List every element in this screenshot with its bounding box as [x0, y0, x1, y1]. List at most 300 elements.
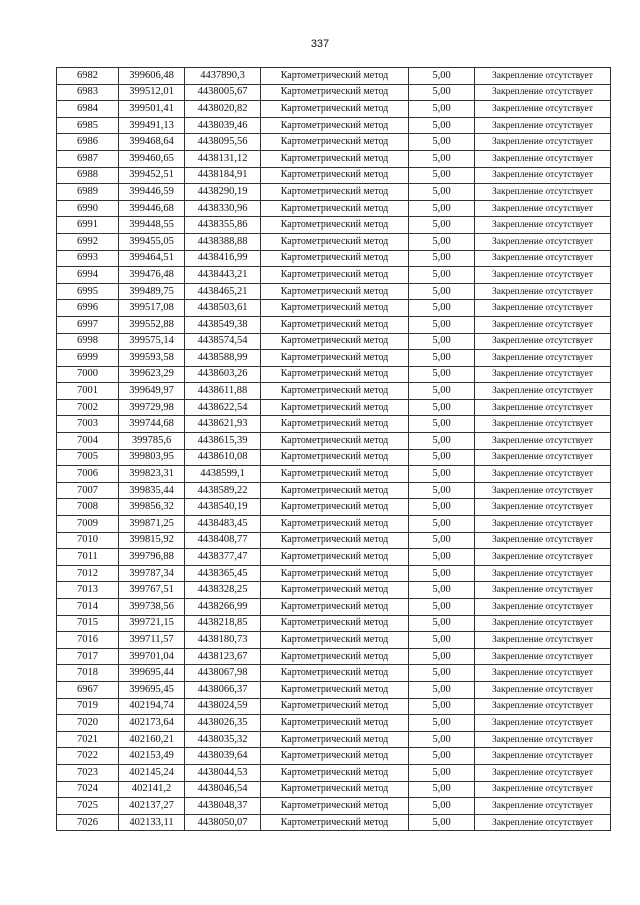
- method-cell: Картометрический метод: [261, 748, 409, 765]
- accuracy-cell: 5,00: [409, 267, 475, 284]
- table-row: [57, 117, 611, 134]
- accuracy-cell: 5,00: [409, 399, 475, 416]
- method-cell: Картометрический метод: [261, 150, 409, 167]
- y-coordinate-cell: 4438067,98: [185, 665, 261, 682]
- point-number-cell: 6989: [57, 184, 119, 201]
- accuracy-cell: 5,00: [409, 599, 475, 616]
- point-number-cell: 6997: [57, 316, 119, 333]
- table-row: [57, 300, 611, 317]
- method-cell: Картометрический метод: [261, 648, 409, 665]
- method-cell: Картометрический метод: [261, 283, 409, 300]
- point-number-cell: 6988: [57, 167, 119, 184]
- y-coordinate-cell: 4438365,45: [185, 565, 261, 582]
- point-number-cell: 7024: [57, 781, 119, 798]
- table-body: [57, 68, 611, 831]
- point-number-cell: 7021: [57, 731, 119, 748]
- accuracy-cell: 5,00: [409, 117, 475, 134]
- point-number-cell: 7019: [57, 698, 119, 715]
- x-coordinate-cell: 399721,15: [119, 615, 185, 632]
- accuracy-cell: 5,00: [409, 68, 475, 85]
- fixation-cell: Закрепление отсутствует: [475, 582, 611, 599]
- table-row: [57, 233, 611, 250]
- x-coordinate-cell: 402133,11: [119, 814, 185, 831]
- fixation-cell: Закрепление отсутствует: [475, 350, 611, 367]
- fixation-cell: Закрепление отсутствует: [475, 748, 611, 765]
- x-coordinate-cell: 402194,74: [119, 698, 185, 715]
- y-coordinate-cell: 4438039,46: [185, 117, 261, 134]
- x-coordinate-cell: 399815,92: [119, 532, 185, 549]
- y-coordinate-cell: 4438615,39: [185, 433, 261, 450]
- x-coordinate-cell: 399787,34: [119, 565, 185, 582]
- table-row: [57, 814, 611, 831]
- method-cell: Картометрический метод: [261, 333, 409, 350]
- method-cell: Картометрический метод: [261, 383, 409, 400]
- x-coordinate-cell: 399823,31: [119, 466, 185, 483]
- table-row: [57, 101, 611, 118]
- y-coordinate-cell: 4438588,99: [185, 350, 261, 367]
- method-cell: Картометрический метод: [261, 217, 409, 234]
- accuracy-cell: 5,00: [409, 715, 475, 732]
- method-cell: Картометрический метод: [261, 698, 409, 715]
- accuracy-cell: 5,00: [409, 731, 475, 748]
- fixation-cell: Закрепление отсутствует: [475, 665, 611, 682]
- accuracy-cell: 5,00: [409, 532, 475, 549]
- x-coordinate-cell: 399695,44: [119, 665, 185, 682]
- fixation-cell: Закрепление отсутствует: [475, 698, 611, 715]
- point-number-cell: 7002: [57, 399, 119, 416]
- accuracy-cell: 5,00: [409, 233, 475, 250]
- fixation-cell: Закрепление отсутствует: [475, 466, 611, 483]
- method-cell: Картометрический метод: [261, 267, 409, 284]
- point-number-cell: 7009: [57, 516, 119, 533]
- accuracy-cell: 5,00: [409, 516, 475, 533]
- point-number-cell: 6999: [57, 350, 119, 367]
- fixation-cell: Закрепление отсутствует: [475, 333, 611, 350]
- table-row: [57, 333, 611, 350]
- table-row: [57, 582, 611, 599]
- accuracy-cell: 5,00: [409, 250, 475, 267]
- table-row: [57, 267, 611, 284]
- point-number-cell: 7007: [57, 482, 119, 499]
- x-coordinate-cell: 399796,88: [119, 549, 185, 566]
- table-row: [57, 217, 611, 234]
- method-cell: Картометрический метод: [261, 117, 409, 134]
- method-cell: Картометрический метод: [261, 814, 409, 831]
- method-cell: Картометрический метод: [261, 316, 409, 333]
- y-coordinate-cell: 4438039,64: [185, 748, 261, 765]
- table-row: [57, 167, 611, 184]
- accuracy-cell: 5,00: [409, 167, 475, 184]
- table-row: [57, 798, 611, 815]
- y-coordinate-cell: 4438180,73: [185, 632, 261, 649]
- accuracy-cell: 5,00: [409, 316, 475, 333]
- x-coordinate-cell: 402173,64: [119, 715, 185, 732]
- method-cell: Картометрический метод: [261, 665, 409, 682]
- x-coordinate-cell: 399512,01: [119, 84, 185, 101]
- y-coordinate-cell: 4438377,47: [185, 549, 261, 566]
- method-cell: Картометрический метод: [261, 68, 409, 85]
- method-cell: Картометрический метод: [261, 599, 409, 616]
- method-cell: Картометрический метод: [261, 582, 409, 599]
- accuracy-cell: 5,00: [409, 333, 475, 350]
- accuracy-cell: 5,00: [409, 632, 475, 649]
- method-cell: Картометрический метод: [261, 449, 409, 466]
- accuracy-cell: 5,00: [409, 648, 475, 665]
- accuracy-cell: 5,00: [409, 565, 475, 582]
- fixation-cell: Закрепление отсутствует: [475, 482, 611, 499]
- fixation-cell: Закрепление отсутствует: [475, 366, 611, 383]
- table-row: [57, 632, 611, 649]
- fixation-cell: Закрепление отсутствует: [475, 250, 611, 267]
- table-row: [57, 764, 611, 781]
- y-coordinate-cell: 4438046,54: [185, 781, 261, 798]
- x-coordinate-cell: 402153,49: [119, 748, 185, 765]
- y-coordinate-cell: 4438416,99: [185, 250, 261, 267]
- fixation-cell: Закрепление отсутствует: [475, 715, 611, 732]
- point-number-cell: 6994: [57, 267, 119, 284]
- y-coordinate-cell: 4438465,21: [185, 283, 261, 300]
- y-coordinate-cell: 4438330,96: [185, 200, 261, 217]
- y-coordinate-cell: 4438483,45: [185, 516, 261, 533]
- accuracy-cell: 5,00: [409, 798, 475, 815]
- point-number-cell: 6982: [57, 68, 119, 85]
- fixation-cell: Закрепление отсутствует: [475, 681, 611, 698]
- method-cell: Картометрический метод: [261, 350, 409, 367]
- y-coordinate-cell: 4438622,54: [185, 399, 261, 416]
- method-cell: Картометрический метод: [261, 250, 409, 267]
- accuracy-cell: 5,00: [409, 200, 475, 217]
- fixation-cell: Закрепление отсутствует: [475, 101, 611, 118]
- point-number-cell: 7006: [57, 466, 119, 483]
- fixation-cell: Закрепление отсутствует: [475, 233, 611, 250]
- method-cell: Картометрический метод: [261, 416, 409, 433]
- x-coordinate-cell: 399468,64: [119, 134, 185, 151]
- table-row: [57, 565, 611, 582]
- table-row: [57, 366, 611, 383]
- table-row: [57, 383, 611, 400]
- y-coordinate-cell: 4438050,07: [185, 814, 261, 831]
- y-coordinate-cell: 4438610,08: [185, 449, 261, 466]
- table-row: [57, 350, 611, 367]
- method-cell: Картометрический метод: [261, 715, 409, 732]
- table-row: [57, 781, 611, 798]
- table-row: [57, 648, 611, 665]
- point-number-cell: 7014: [57, 599, 119, 616]
- y-coordinate-cell: 4438095,56: [185, 134, 261, 151]
- table-row: [57, 283, 611, 300]
- y-coordinate-cell: 4438503,61: [185, 300, 261, 317]
- fixation-cell: Закрепление отсутствует: [475, 516, 611, 533]
- x-coordinate-cell: 399446,68: [119, 200, 185, 217]
- y-coordinate-cell: 4438589,22: [185, 482, 261, 499]
- accuracy-cell: 5,00: [409, 615, 475, 632]
- point-number-cell: 7017: [57, 648, 119, 665]
- table-row: [57, 698, 611, 715]
- fixation-cell: Закрепление отсутствует: [475, 814, 611, 831]
- point-number-cell: 7008: [57, 499, 119, 516]
- fixation-cell: Закрепление отсутствует: [475, 68, 611, 85]
- method-cell: Картометрический метод: [261, 731, 409, 748]
- point-number-cell: 6983: [57, 84, 119, 101]
- y-coordinate-cell: 4438549,38: [185, 316, 261, 333]
- point-number-cell: 7000: [57, 366, 119, 383]
- point-number-cell: 7004: [57, 433, 119, 450]
- point-number-cell: 6998: [57, 333, 119, 350]
- y-coordinate-cell: 4438266,99: [185, 599, 261, 616]
- fixation-cell: Закрепление отсутствует: [475, 599, 611, 616]
- y-coordinate-cell: 4438131,12: [185, 150, 261, 167]
- y-coordinate-cell: 4438408,77: [185, 532, 261, 549]
- fixation-cell: Закрепление отсутствует: [475, 648, 611, 665]
- method-cell: Картометрический метод: [261, 466, 409, 483]
- point-number-cell: 7022: [57, 748, 119, 765]
- y-coordinate-cell: 4438603,26: [185, 366, 261, 383]
- x-coordinate-cell: 399711,57: [119, 632, 185, 649]
- table-row: [57, 748, 611, 765]
- fixation-cell: Закрепление отсутствует: [475, 383, 611, 400]
- fixation-cell: Закрепление отсутствует: [475, 416, 611, 433]
- table-row: [57, 599, 611, 616]
- x-coordinate-cell: 399452,51: [119, 167, 185, 184]
- table-row: [57, 466, 611, 483]
- x-coordinate-cell: 399871,25: [119, 516, 185, 533]
- fixation-cell: Закрепление отсутствует: [475, 549, 611, 566]
- y-coordinate-cell: 4438020,82: [185, 101, 261, 118]
- point-number-cell: 6992: [57, 233, 119, 250]
- method-cell: Картометрический метод: [261, 101, 409, 118]
- x-coordinate-cell: 399575,14: [119, 333, 185, 350]
- method-cell: Картометрический метод: [261, 781, 409, 798]
- method-cell: Картометрический метод: [261, 300, 409, 317]
- point-number-cell: 7005: [57, 449, 119, 466]
- x-coordinate-cell: 399767,51: [119, 582, 185, 599]
- fixation-cell: Закрепление отсутствует: [475, 267, 611, 284]
- method-cell: Картометрический метод: [261, 399, 409, 416]
- table-row: [57, 416, 611, 433]
- accuracy-cell: 5,00: [409, 134, 475, 151]
- fixation-cell: Закрепление отсутствует: [475, 134, 611, 151]
- x-coordinate-cell: 399695,45: [119, 681, 185, 698]
- y-coordinate-cell: 4438540,19: [185, 499, 261, 516]
- accuracy-cell: 5,00: [409, 814, 475, 831]
- method-cell: Картометрический метод: [261, 681, 409, 698]
- accuracy-cell: 5,00: [409, 681, 475, 698]
- table-row: [57, 399, 611, 416]
- x-coordinate-cell: 399448,55: [119, 217, 185, 234]
- table-row: [57, 68, 611, 85]
- x-coordinate-cell: 399464,51: [119, 250, 185, 267]
- point-number-cell: 7010: [57, 532, 119, 549]
- accuracy-cell: 5,00: [409, 217, 475, 234]
- method-cell: Картометрический метод: [261, 632, 409, 649]
- accuracy-cell: 5,00: [409, 383, 475, 400]
- method-cell: Картометрический метод: [261, 134, 409, 151]
- point-number-cell: 6986: [57, 134, 119, 151]
- fixation-cell: Закрепление отсутствует: [475, 84, 611, 101]
- method-cell: Картометрический метод: [261, 798, 409, 815]
- y-coordinate-cell: 4437890,3: [185, 68, 261, 85]
- accuracy-cell: 5,00: [409, 433, 475, 450]
- y-coordinate-cell: 4438611,88: [185, 383, 261, 400]
- y-coordinate-cell: 4438621,93: [185, 416, 261, 433]
- point-number-cell: 7015: [57, 615, 119, 632]
- point-number-cell: 7003: [57, 416, 119, 433]
- point-number-cell: 6984: [57, 101, 119, 118]
- method-cell: Картометрический метод: [261, 84, 409, 101]
- table-row: [57, 715, 611, 732]
- accuracy-cell: 5,00: [409, 184, 475, 201]
- fixation-cell: Закрепление отсутствует: [475, 167, 611, 184]
- method-cell: Картометрический метод: [261, 200, 409, 217]
- y-coordinate-cell: 4438355,86: [185, 217, 261, 234]
- method-cell: Картометрический метод: [261, 366, 409, 383]
- fixation-cell: Закрепление отсутствует: [475, 184, 611, 201]
- x-coordinate-cell: 399460,65: [119, 150, 185, 167]
- coordinates-table: [56, 67, 611, 831]
- table-row: [57, 449, 611, 466]
- fixation-cell: Закрепление отсутствует: [475, 781, 611, 798]
- y-coordinate-cell: 4438048,37: [185, 798, 261, 815]
- method-cell: Картометрический метод: [261, 615, 409, 632]
- accuracy-cell: 5,00: [409, 665, 475, 682]
- accuracy-cell: 5,00: [409, 449, 475, 466]
- fixation-cell: Закрепление отсутствует: [475, 632, 611, 649]
- method-cell: Картометрический метод: [261, 499, 409, 516]
- point-number-cell: 7025: [57, 798, 119, 815]
- fixation-cell: Закрепление отсутствует: [475, 615, 611, 632]
- fixation-cell: Закрепление отсутствует: [475, 316, 611, 333]
- fixation-cell: Закрепление отсутствует: [475, 764, 611, 781]
- y-coordinate-cell: 4438443,21: [185, 267, 261, 284]
- point-number-cell: 7001: [57, 383, 119, 400]
- accuracy-cell: 5,00: [409, 698, 475, 715]
- accuracy-cell: 5,00: [409, 549, 475, 566]
- x-coordinate-cell: 399446,59: [119, 184, 185, 201]
- y-coordinate-cell: 4438218,85: [185, 615, 261, 632]
- x-coordinate-cell: 399517,08: [119, 300, 185, 317]
- table-row: [57, 499, 611, 516]
- fixation-cell: Закрепление отсутствует: [475, 217, 611, 234]
- fixation-cell: Закрепление отсутствует: [475, 399, 611, 416]
- x-coordinate-cell: 399744,68: [119, 416, 185, 433]
- table-row: [57, 731, 611, 748]
- fixation-cell: Закрепление отсутствует: [475, 532, 611, 549]
- table-row: [57, 184, 611, 201]
- y-coordinate-cell: 4438044,53: [185, 764, 261, 781]
- accuracy-cell: 5,00: [409, 101, 475, 118]
- x-coordinate-cell: 402141,2: [119, 781, 185, 798]
- y-coordinate-cell: 4438599,1: [185, 466, 261, 483]
- point-number-cell: 7016: [57, 632, 119, 649]
- point-number-cell: 6987: [57, 150, 119, 167]
- point-number-cell: 7018: [57, 665, 119, 682]
- point-number-cell: 7012: [57, 565, 119, 582]
- table-row: [57, 200, 611, 217]
- table-row: [57, 134, 611, 151]
- accuracy-cell: 5,00: [409, 764, 475, 781]
- accuracy-cell: 5,00: [409, 283, 475, 300]
- method-cell: Картометрический метод: [261, 764, 409, 781]
- point-number-cell: 6996: [57, 300, 119, 317]
- accuracy-cell: 5,00: [409, 300, 475, 317]
- accuracy-cell: 5,00: [409, 466, 475, 483]
- table-row: [57, 516, 611, 533]
- accuracy-cell: 5,00: [409, 366, 475, 383]
- table-row: [57, 433, 611, 450]
- x-coordinate-cell: 399803,95: [119, 449, 185, 466]
- x-coordinate-cell: 399476,48: [119, 267, 185, 284]
- accuracy-cell: 5,00: [409, 482, 475, 499]
- y-coordinate-cell: 4438328,25: [185, 582, 261, 599]
- point-number-cell: 7011: [57, 549, 119, 566]
- table-row: [57, 316, 611, 333]
- x-coordinate-cell: 399593,58: [119, 350, 185, 367]
- method-cell: Картометрический метод: [261, 167, 409, 184]
- x-coordinate-cell: 399455,05: [119, 233, 185, 250]
- table-row: [57, 532, 611, 549]
- point-number-cell: 6993: [57, 250, 119, 267]
- method-cell: Картометрический метод: [261, 233, 409, 250]
- accuracy-cell: 5,00: [409, 499, 475, 516]
- y-coordinate-cell: 4438024,59: [185, 698, 261, 715]
- x-coordinate-cell: 399552,88: [119, 316, 185, 333]
- table-row: [57, 615, 611, 632]
- y-coordinate-cell: 4438123,67: [185, 648, 261, 665]
- point-number-cell: 7020: [57, 715, 119, 732]
- y-coordinate-cell: 4438005,67: [185, 84, 261, 101]
- fixation-cell: Закрепление отсутствует: [475, 449, 611, 466]
- method-cell: Картометрический метод: [261, 516, 409, 533]
- page-number: 337: [310, 38, 330, 50]
- method-cell: Картометрический метод: [261, 532, 409, 549]
- x-coordinate-cell: 399501,41: [119, 101, 185, 118]
- x-coordinate-cell: 399623,29: [119, 366, 185, 383]
- x-coordinate-cell: 399701,04: [119, 648, 185, 665]
- method-cell: Картометрический метод: [261, 565, 409, 582]
- y-coordinate-cell: 4438184,91: [185, 167, 261, 184]
- x-coordinate-cell: 399729,98: [119, 399, 185, 416]
- method-cell: Картометрический метод: [261, 433, 409, 450]
- fixation-cell: Закрепление отсутствует: [475, 499, 611, 516]
- x-coordinate-cell: 399856,32: [119, 499, 185, 516]
- table-row: [57, 150, 611, 167]
- point-number-cell: 7023: [57, 764, 119, 781]
- fixation-cell: Закрепление отсутствует: [475, 798, 611, 815]
- method-cell: Картометрический метод: [261, 482, 409, 499]
- x-coordinate-cell: 399649,97: [119, 383, 185, 400]
- y-coordinate-cell: 4438574,54: [185, 333, 261, 350]
- x-coordinate-cell: 402160,21: [119, 731, 185, 748]
- y-coordinate-cell: 4438035,32: [185, 731, 261, 748]
- y-coordinate-cell: 4438388,88: [185, 233, 261, 250]
- accuracy-cell: 5,00: [409, 350, 475, 367]
- accuracy-cell: 5,00: [409, 150, 475, 167]
- table-row: [57, 681, 611, 698]
- fixation-cell: Закрепление отсутствует: [475, 283, 611, 300]
- x-coordinate-cell: 399835,44: [119, 482, 185, 499]
- table-row: [57, 84, 611, 101]
- x-coordinate-cell: 399491,13: [119, 117, 185, 134]
- point-number-cell: 6985: [57, 117, 119, 134]
- point-number-cell: 7026: [57, 814, 119, 831]
- fixation-cell: Закрепление отсутствует: [475, 565, 611, 582]
- fixation-cell: Закрепление отсутствует: [475, 200, 611, 217]
- x-coordinate-cell: 402137,27: [119, 798, 185, 815]
- y-coordinate-cell: 4438026,35: [185, 715, 261, 732]
- x-coordinate-cell: 399785,6: [119, 433, 185, 450]
- x-coordinate-cell: 399489,75: [119, 283, 185, 300]
- accuracy-cell: 5,00: [409, 781, 475, 798]
